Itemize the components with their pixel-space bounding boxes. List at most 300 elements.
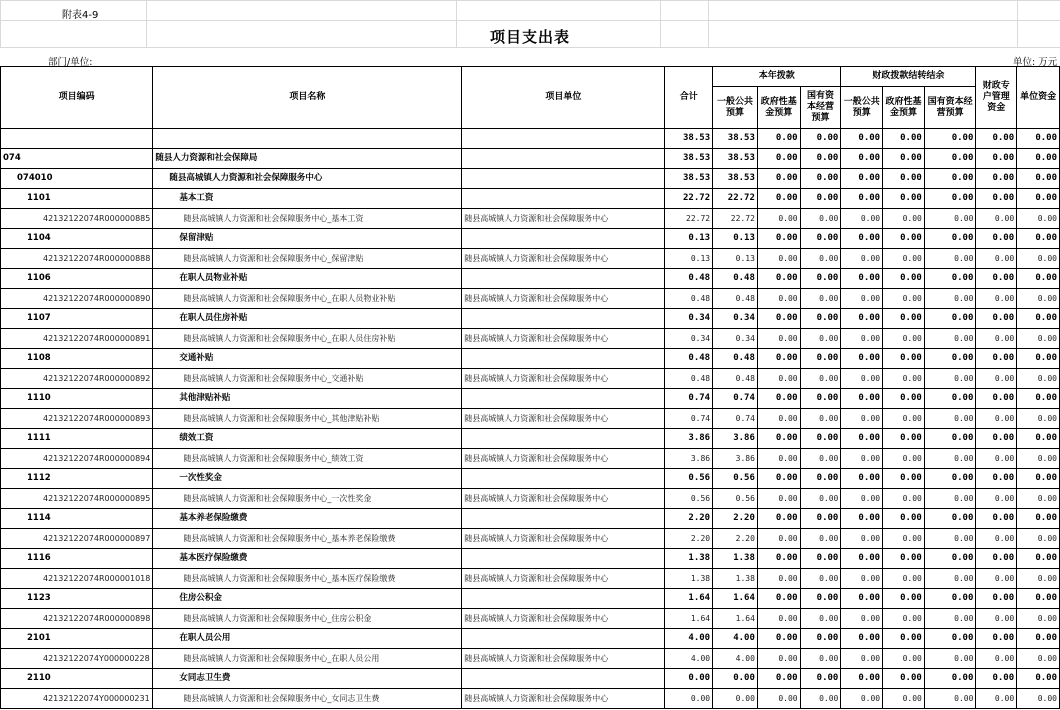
cell-name: 随县高城镇人力资源和社会保障服务中心 — [153, 169, 462, 189]
cell-amount: 0.00 — [713, 689, 758, 709]
cell-amount: 0.00 — [1017, 469, 1060, 489]
cell-amount: 0.00 — [800, 209, 841, 229]
cell-amount: 0.48 — [713, 349, 758, 369]
table-row — [1, 309, 1060, 329]
cell-amount: 1.64 — [713, 589, 758, 609]
cell-amount: 0.00 — [976, 389, 1017, 409]
table-row — [1, 469, 1060, 489]
table-row — [1, 649, 1060, 669]
cell-amount: 0.00 — [1017, 149, 1060, 169]
cell-amount: 0.00 — [841, 629, 883, 649]
cell-amount: 0.00 — [924, 529, 976, 549]
cell-amount: 0.00 — [1017, 269, 1060, 289]
cell-amount: 0.00 — [883, 649, 925, 669]
cell-amount: 0.00 — [883, 669, 925, 689]
cell-amount: 0.00 — [800, 649, 841, 669]
cell-amount: 0.00 — [800, 229, 841, 249]
cell-amount: 0.00 — [976, 689, 1017, 709]
header-special-account: 财政专户管理资金 — [976, 67, 1017, 129]
cell-name: 随县高城镇人力资源和社会保障服务中心_基本医疗保险缴费 — [153, 569, 462, 589]
cell-amount: 4.00 — [713, 629, 758, 649]
table-row — [1, 329, 1060, 349]
cell-amount: 0.00 — [800, 589, 841, 609]
cell-amount: 1.38 — [713, 569, 758, 589]
cell-amount: 0.00 — [976, 669, 1017, 689]
cell-unit: 随县高城镇人力资源和社会保障服务中心 — [462, 209, 665, 229]
cell-name: 随县高城镇人力资源和社会保障服务中心_在职人员物业补贴 — [153, 289, 462, 309]
cell-amount: 0.56 — [665, 469, 713, 489]
cell-amount: 0.00 — [841, 549, 883, 569]
cell-amount: 0.00 — [883, 189, 925, 209]
cell-code: 42132122074R000000885 — [1, 209, 153, 229]
dept-label: 部门/单位: — [48, 57, 93, 68]
cell-amount: 0.00 — [924, 349, 976, 369]
cell-name: 随县高城镇人力资源和社会保障服务中心_住房公积金 — [153, 609, 462, 629]
header-general-budget: 一般公共预算 — [713, 87, 758, 129]
cell-amount: 0.00 — [1017, 289, 1060, 309]
header-carry-general: 一般公共预算 — [841, 87, 883, 129]
cell-amount: 0.13 — [713, 229, 758, 249]
cell-amount: 0.00 — [924, 389, 976, 409]
cell-amount: 0.56 — [713, 489, 758, 509]
cell-unit: 随县高城镇人力资源和社会保障服务中心 — [462, 489, 665, 509]
table-row — [1, 169, 1060, 189]
cell-amount: 0.00 — [976, 649, 1017, 669]
cell-amount: 0.13 — [713, 249, 758, 269]
cell-amount: 0.00 — [924, 369, 976, 389]
cell-amount: 0.00 — [1017, 689, 1060, 709]
cell-amount: 0.00 — [883, 129, 925, 149]
cell-amount: 0.00 — [883, 489, 925, 509]
cell-unit: 随县高城镇人力资源和社会保障服务中心 — [462, 249, 665, 269]
cell-amount: 0.00 — [976, 169, 1017, 189]
table-row — [1, 209, 1060, 229]
cell-amount: 0.00 — [883, 229, 925, 249]
cell-amount: 0.00 — [883, 329, 925, 349]
cell-amount: 0.00 — [757, 389, 800, 409]
cell-code: 1104 — [1, 229, 153, 249]
cell-amount: 0.56 — [665, 489, 713, 509]
cell-amount: 0.00 — [1017, 409, 1060, 429]
cell-amount: 0.00 — [1017, 309, 1060, 329]
cell-amount: 0.00 — [841, 589, 883, 609]
cell-amount: 0.00 — [800, 349, 841, 369]
header-code: 项目编码 — [1, 67, 153, 129]
cell-name: 随县高城镇人力资源和社会保障服务中心_女同志卫生费 — [153, 689, 462, 709]
cell-name: 随县高城镇人力资源和社会保障服务中心_绩效工资 — [153, 449, 462, 469]
cell-amount: 0.00 — [883, 549, 925, 569]
cell-amount: 0.00 — [757, 689, 800, 709]
cell-unit — [462, 309, 665, 329]
cell-amount: 0.00 — [1017, 229, 1060, 249]
cell-amount: 0.00 — [883, 589, 925, 609]
cell-unit: 随县高城镇人力资源和社会保障服务中心 — [462, 449, 665, 469]
cell-amount: 0.00 — [976, 369, 1017, 389]
cell-amount: 0.48 — [713, 369, 758, 389]
cell-code: 42132122074R000000894 — [1, 449, 153, 469]
cell-name: 随县高城镇人力资源和社会保障服务中心_其他津贴补贴 — [153, 409, 462, 429]
cell-name: 随县高城镇人力资源和社会保障服务中心_保留津贴 — [153, 249, 462, 269]
cell-amount: 0.00 — [883, 149, 925, 169]
cell-amount: 38.53 — [713, 129, 758, 149]
cell-code: 074 — [1, 149, 153, 169]
cell-amount: 0.00 — [841, 609, 883, 629]
cell-amount: 0.13 — [665, 249, 713, 269]
cell-amount: 4.00 — [665, 629, 713, 649]
cell-amount: 0.00 — [841, 189, 883, 209]
cell-amount: 0.00 — [757, 409, 800, 429]
cell-amount: 0.00 — [665, 669, 713, 689]
cell-code: 1106 — [1, 269, 153, 289]
cell-amount: 0.00 — [757, 309, 800, 329]
cell-amount: 0.00 — [841, 469, 883, 489]
cell-amount: 0.74 — [713, 389, 758, 409]
cell-amount: 0.00 — [757, 509, 800, 529]
cell-code: 42132122074Y000000231 — [1, 689, 153, 709]
cell-amount: 0.00 — [757, 169, 800, 189]
cell-code: 42132122074R000000891 — [1, 329, 153, 349]
cell-amount: 0.00 — [800, 249, 841, 269]
cell-amount: 3.86 — [665, 449, 713, 469]
cell-unit — [462, 189, 665, 209]
cell-amount: 0.00 — [924, 229, 976, 249]
cell-amount: 0.00 — [800, 409, 841, 429]
cell-amount: 38.53 — [713, 149, 758, 169]
cell-amount: 0.00 — [883, 469, 925, 489]
cell-amount: 0.00 — [757, 369, 800, 389]
cell-amount: 0.00 — [757, 449, 800, 469]
cell-amount: 0.34 — [713, 329, 758, 349]
table-row — [1, 349, 1060, 369]
cell-amount: 0.00 — [976, 569, 1017, 589]
cell-amount: 0.00 — [976, 409, 1017, 429]
unit-label: 单位: 万元 — [1013, 57, 1058, 68]
cell-amount: 0.00 — [883, 429, 925, 449]
cell-amount: 0.00 — [665, 689, 713, 709]
cell-amount: 0.00 — [924, 129, 976, 149]
cell-amount: 2.20 — [713, 509, 758, 529]
cell-amount: 0.00 — [800, 449, 841, 469]
cell-amount: 2.20 — [713, 529, 758, 549]
cell-code: 42132122074R000000893 — [1, 409, 153, 429]
cell-unit — [462, 429, 665, 449]
cell-name: 一次性奖金 — [153, 469, 462, 489]
header-carryover: 财政拨款结转结余 — [841, 67, 976, 87]
cell-amount: 0.00 — [924, 189, 976, 209]
cell-amount: 0.00 — [976, 129, 1017, 149]
cell-amount: 0.00 — [976, 229, 1017, 249]
cell-amount: 0.00 — [800, 149, 841, 169]
cell-amount: 0.00 — [800, 429, 841, 449]
cell-amount: 2.20 — [665, 509, 713, 529]
cell-amount: 0.00 — [757, 349, 800, 369]
cell-code: 2101 — [1, 629, 153, 649]
cell-amount: 0.00 — [757, 209, 800, 229]
table-row — [1, 369, 1060, 389]
cell-amount: 0.00 — [841, 509, 883, 529]
table-row — [1, 569, 1060, 589]
cell-amount: 0.00 — [976, 189, 1017, 209]
cell-amount: 0.00 — [883, 309, 925, 329]
cell-amount: 1.38 — [713, 549, 758, 569]
cell-amount: 0.00 — [757, 229, 800, 249]
cell-unit — [462, 629, 665, 649]
cell-amount: 0.00 — [976, 349, 1017, 369]
cell-amount: 0.00 — [800, 569, 841, 589]
table-row — [1, 629, 1060, 649]
table-row — [1, 129, 1060, 149]
cell-amount: 3.86 — [713, 449, 758, 469]
cell-name: 随县人力资源和社会保障局 — [153, 149, 462, 169]
table-row — [1, 229, 1060, 249]
cell-unit — [462, 509, 665, 529]
cell-amount: 0.48 — [665, 349, 713, 369]
cell-name — [153, 129, 462, 149]
cell-code: 1111 — [1, 429, 153, 449]
cell-amount: 0.00 — [757, 149, 800, 169]
cell-amount: 0.00 — [924, 449, 976, 469]
cell-name: 基本养老保险缴费 — [153, 509, 462, 529]
table-row — [1, 509, 1060, 529]
cell-name: 在职人员物业补贴 — [153, 269, 462, 289]
cell-name: 住房公积金 — [153, 589, 462, 609]
cell-unit: 随县高城镇人力资源和社会保障服务中心 — [462, 329, 665, 349]
cell-amount: 3.86 — [665, 429, 713, 449]
cell-amount: 0.00 — [800, 629, 841, 649]
cell-amount: 0.48 — [665, 369, 713, 389]
cell-amount: 0.00 — [924, 629, 976, 649]
cell-amount: 0.00 — [841, 489, 883, 509]
cell-amount: 1.64 — [713, 609, 758, 629]
cell-amount: 0.00 — [924, 249, 976, 269]
cell-amount: 0.00 — [841, 689, 883, 709]
cell-code: 1110 — [1, 389, 153, 409]
cell-amount: 0.00 — [924, 489, 976, 509]
cell-amount: 0.00 — [883, 409, 925, 429]
cell-amount: 0.48 — [665, 269, 713, 289]
cell-amount: 0.00 — [883, 369, 925, 389]
cell-amount: 0.00 — [924, 409, 976, 429]
cell-amount: 0.00 — [757, 629, 800, 649]
cell-amount: 0.00 — [800, 549, 841, 569]
cell-name: 在职人员住房补贴 — [153, 309, 462, 329]
cell-name: 其他津贴补贴 — [153, 389, 462, 409]
cell-code: 074010 — [1, 169, 153, 189]
cell-unit — [462, 269, 665, 289]
cell-amount: 0.48 — [713, 289, 758, 309]
table-row — [1, 689, 1060, 709]
cell-amount: 0.00 — [841, 289, 883, 309]
cell-amount: 0.00 — [757, 469, 800, 489]
cell-amount: 0.00 — [757, 129, 800, 149]
cell-amount: 0.00 — [841, 649, 883, 669]
cell-code: 42132122074R000001018 — [1, 569, 153, 589]
cell-amount: 0.00 — [1017, 369, 1060, 389]
cell-amount: 0.00 — [924, 609, 976, 629]
cell-amount: 0.00 — [841, 269, 883, 289]
cell-amount: 0.00 — [883, 569, 925, 589]
table-row — [1, 249, 1060, 269]
gridline — [0, 47, 1060, 48]
cell-amount: 0.00 — [757, 609, 800, 629]
cell-amount: 0.00 — [757, 189, 800, 209]
cell-unit — [462, 389, 665, 409]
cell-amount: 0.00 — [976, 269, 1017, 289]
table-row — [1, 549, 1060, 569]
cell-amount: 0.00 — [883, 609, 925, 629]
cell-amount: 22.72 — [665, 189, 713, 209]
cell-amount: 0.00 — [924, 149, 976, 169]
cell-amount: 0.00 — [924, 589, 976, 609]
cell-amount: 0.00 — [1017, 389, 1060, 409]
cell-name: 随县高城镇人力资源和社会保障服务中心_在职人员住房补贴 — [153, 329, 462, 349]
cell-amount: 0.00 — [841, 409, 883, 429]
cell-code: 1123 — [1, 589, 153, 609]
cell-name: 基本医疗保险缴费 — [153, 549, 462, 569]
cell-amount: 0.00 — [1017, 529, 1060, 549]
cell-amount: 0.00 — [800, 669, 841, 689]
cell-amount: 0.00 — [757, 329, 800, 349]
cell-amount: 0.00 — [757, 589, 800, 609]
cell-amount: 0.00 — [757, 649, 800, 669]
cell-amount: 4.00 — [665, 649, 713, 669]
cell-unit — [462, 349, 665, 369]
header-carry-state-capital: 国有资本经营预算 — [924, 87, 976, 129]
cell-amount: 0.00 — [757, 569, 800, 589]
cell-amount: 0.00 — [1017, 169, 1060, 189]
cell-amount: 0.00 — [924, 429, 976, 449]
cell-amount: 0.00 — [1017, 209, 1060, 229]
cell-amount: 0.00 — [800, 169, 841, 189]
cell-amount: 38.53 — [665, 169, 713, 189]
cell-amount: 0.00 — [800, 689, 841, 709]
cell-amount: 38.53 — [665, 149, 713, 169]
gridline — [0, 20, 1060, 21]
cell-amount: 4.00 — [713, 649, 758, 669]
cell-unit: 随县高城镇人力资源和社会保障服务中心 — [462, 649, 665, 669]
cell-amount: 0.00 — [841, 529, 883, 549]
cell-amount: 0.00 — [883, 349, 925, 369]
cell-amount: 0.00 — [800, 389, 841, 409]
cell-code: 1112 — [1, 469, 153, 489]
table-row — [1, 289, 1060, 309]
cell-amount: 0.00 — [1017, 329, 1060, 349]
cell-name: 随县高城镇人力资源和社会保障服务中心_一次性奖金 — [153, 489, 462, 509]
table-row — [1, 529, 1060, 549]
cell-name: 女同志卫生费 — [153, 669, 462, 689]
cell-amount: 0.00 — [1017, 569, 1060, 589]
cell-unit: 随县高城镇人力资源和社会保障服务中心 — [462, 529, 665, 549]
cell-code: 42132122074R000000892 — [1, 369, 153, 389]
cell-unit — [462, 149, 665, 169]
cell-amount: 0.00 — [924, 509, 976, 529]
cell-amount: 0.00 — [1017, 449, 1060, 469]
cell-amount: 1.38 — [665, 569, 713, 589]
cell-amount: 0.00 — [976, 469, 1017, 489]
cell-amount: 0.00 — [1017, 629, 1060, 649]
cell-amount: 0.74 — [665, 389, 713, 409]
cell-amount: 0.00 — [841, 129, 883, 149]
cell-amount: 0.34 — [713, 309, 758, 329]
cell-amount: 0.00 — [883, 249, 925, 269]
cell-code: 42132122074R000000897 — [1, 529, 153, 549]
cell-amount: 0.00 — [800, 489, 841, 509]
appendix-label: 附表4-9 — [62, 10, 99, 21]
cell-code: 1107 — [1, 309, 153, 329]
cell-amount: 0.00 — [800, 289, 841, 309]
cell-amount: 0.00 — [800, 189, 841, 209]
cell-amount: 0.00 — [883, 509, 925, 529]
cell-code: 42132122074Y000000228 — [1, 649, 153, 669]
cell-unit: 随县高城镇人力资源和社会保障服务中心 — [462, 409, 665, 429]
cell-code: 1116 — [1, 549, 153, 569]
cell-amount: 0.00 — [924, 169, 976, 189]
header-unit-fund: 单位资金 — [1017, 67, 1060, 129]
table-row — [1, 389, 1060, 409]
cell-amount: 0.00 — [976, 489, 1017, 509]
cell-amount: 0.74 — [713, 409, 758, 429]
cell-amount: 0.00 — [883, 209, 925, 229]
cell-amount: 22.72 — [665, 209, 713, 229]
cell-name: 绩效工资 — [153, 429, 462, 449]
cell-amount: 0.00 — [924, 289, 976, 309]
cell-amount: 3.86 — [713, 429, 758, 449]
table-row — [1, 429, 1060, 449]
cell-amount: 0.00 — [924, 209, 976, 229]
table-row — [1, 409, 1060, 429]
cell-amount: 0.00 — [1017, 649, 1060, 669]
cell-unit — [462, 129, 665, 149]
cell-amount: 0.00 — [1017, 189, 1060, 209]
cell-amount: 0.00 — [1017, 349, 1060, 369]
cell-amount: 0.00 — [883, 449, 925, 469]
cell-amount: 0.00 — [841, 349, 883, 369]
cell-name: 基本工资 — [153, 189, 462, 209]
cell-name: 随县高城镇人力资源和社会保障服务中心_基本工资 — [153, 209, 462, 229]
cell-amount: 0.00 — [757, 269, 800, 289]
cell-amount: 0.00 — [800, 329, 841, 349]
cell-amount: 0.00 — [841, 229, 883, 249]
cell-amount: 0.00 — [1017, 249, 1060, 269]
cell-name: 随县高城镇人力资源和社会保障服务中心_在职人员公用 — [153, 649, 462, 669]
cell-code: 42132122074R000000895 — [1, 489, 153, 509]
cell-amount: 0.34 — [665, 309, 713, 329]
table-row — [1, 269, 1060, 289]
gridline — [0, 0, 1060, 1]
cell-amount: 38.53 — [665, 129, 713, 149]
cell-amount: 0.00 — [757, 489, 800, 509]
cell-unit: 随县高城镇人力资源和社会保障服务中心 — [462, 569, 665, 589]
cell-amount: 0.00 — [924, 469, 976, 489]
cell-amount: 0.00 — [841, 249, 883, 269]
cell-amount: 0.00 — [841, 209, 883, 229]
cell-code: 42132122074R000000888 — [1, 249, 153, 269]
cell-amount: 0.00 — [1017, 429, 1060, 449]
cell-amount: 0.00 — [800, 529, 841, 549]
cell-name: 交通补贴 — [153, 349, 462, 369]
cell-amount: 0.00 — [924, 689, 976, 709]
cell-amount: 1.64 — [665, 589, 713, 609]
cell-amount: 0.00 — [1017, 489, 1060, 509]
cell-amount: 0.13 — [665, 229, 713, 249]
header-total: 合计 — [665, 67, 713, 129]
header-name: 项目名称 — [153, 67, 462, 129]
cell-amount: 0.00 — [883, 289, 925, 309]
expenditure-table — [0, 66, 1060, 709]
cell-amount: 0.00 — [841, 149, 883, 169]
cell-amount: 0.00 — [841, 449, 883, 469]
cell-amount: 0.00 — [976, 249, 1017, 269]
